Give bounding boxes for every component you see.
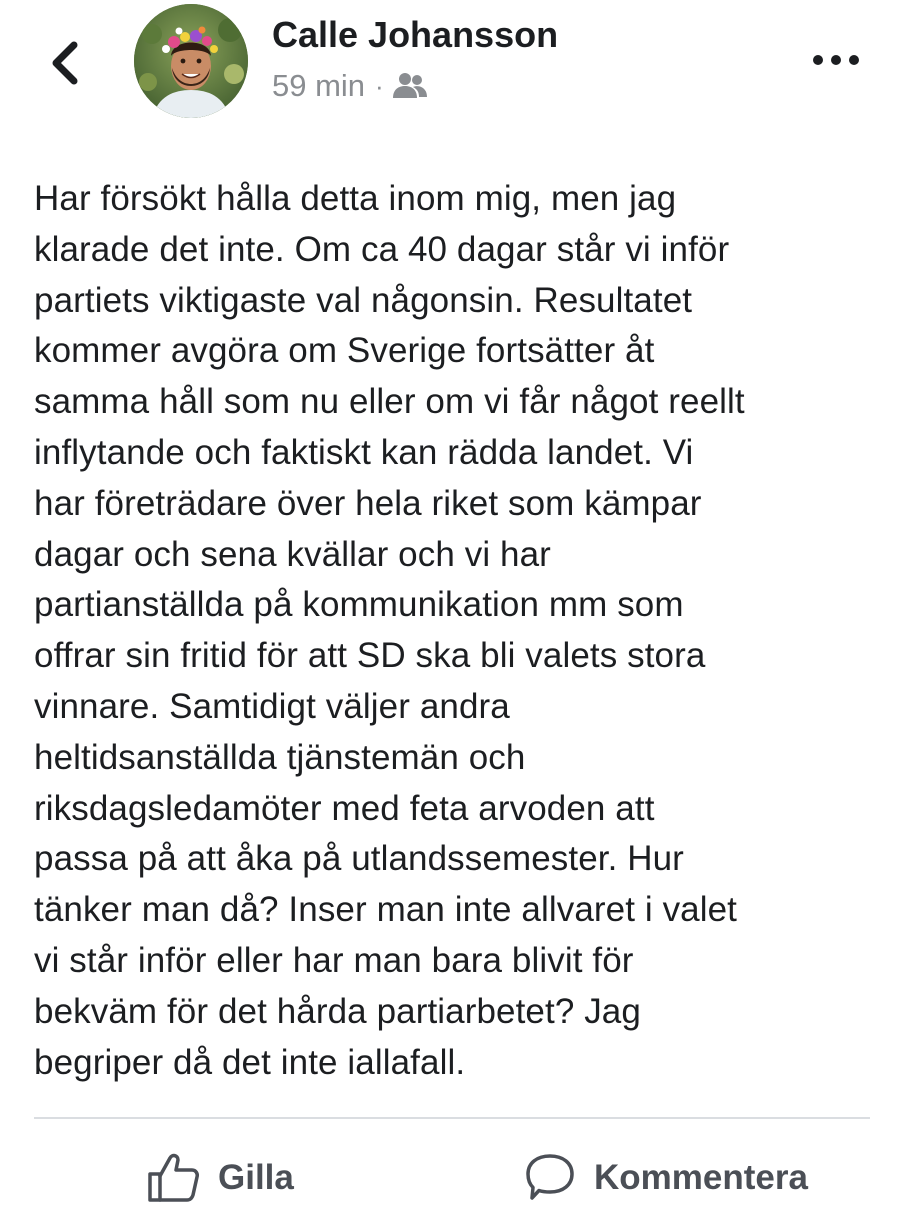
author-name[interactable]: Calle Johansson bbox=[272, 14, 559, 55]
comment-label: Kommentera bbox=[594, 1158, 808, 1197]
profile-photo bbox=[134, 4, 248, 118]
meta-separator: · bbox=[375, 70, 384, 101]
back-button[interactable] bbox=[40, 36, 90, 90]
post-meta bbox=[272, 66, 428, 106]
avatar[interactable] bbox=[134, 4, 248, 118]
chevron-left-icon bbox=[50, 41, 80, 85]
comment-bubble-icon bbox=[524, 1152, 576, 1204]
post-time[interactable]: 59 min bbox=[272, 68, 366, 103]
like-button[interactable] bbox=[146, 1146, 294, 1210]
thumbs-up-icon bbox=[146, 1152, 200, 1204]
post-header bbox=[0, 0, 900, 140]
post-action-bar bbox=[0, 1140, 900, 1220]
divider bbox=[34, 1117, 870, 1119]
friends-icon[interactable] bbox=[392, 71, 428, 101]
like-label: Gilla bbox=[218, 1158, 294, 1197]
more-options-button[interactable] bbox=[808, 40, 864, 80]
comment-button[interactable] bbox=[524, 1146, 808, 1210]
more-horizontal-icon bbox=[812, 54, 860, 66]
post-text: Har försökt hålla detta inom mig, men jag klarade det inte. Om ca 40 dagar står vi inför partiets viktigaste val någonsin. Resultatet kommer avgöra om Sverige fortsätter åt samma håll som nu eller om vi får något reellt inflytande och faktiskt kan rädda landet. Vi har företrädare över hela riket som kämpar dagar och sena kvällar och vi har partianställda på kommunikation mm som offrar sin fritid för att SD ska bli valets stora vinnare. Samtidigt väljer andra heltidsanställda tjänstemän och riksdagsledamöter med feta arvoden att passa på att åka på utlandssemester. Hur tänker man då? Inser man inte allvaret i valet vi står inför eller har man bara blivit för bekväm för det hårda partiarbetet? Jag begriper då det inte iallafall. bbox=[34, 179, 745, 1082]
